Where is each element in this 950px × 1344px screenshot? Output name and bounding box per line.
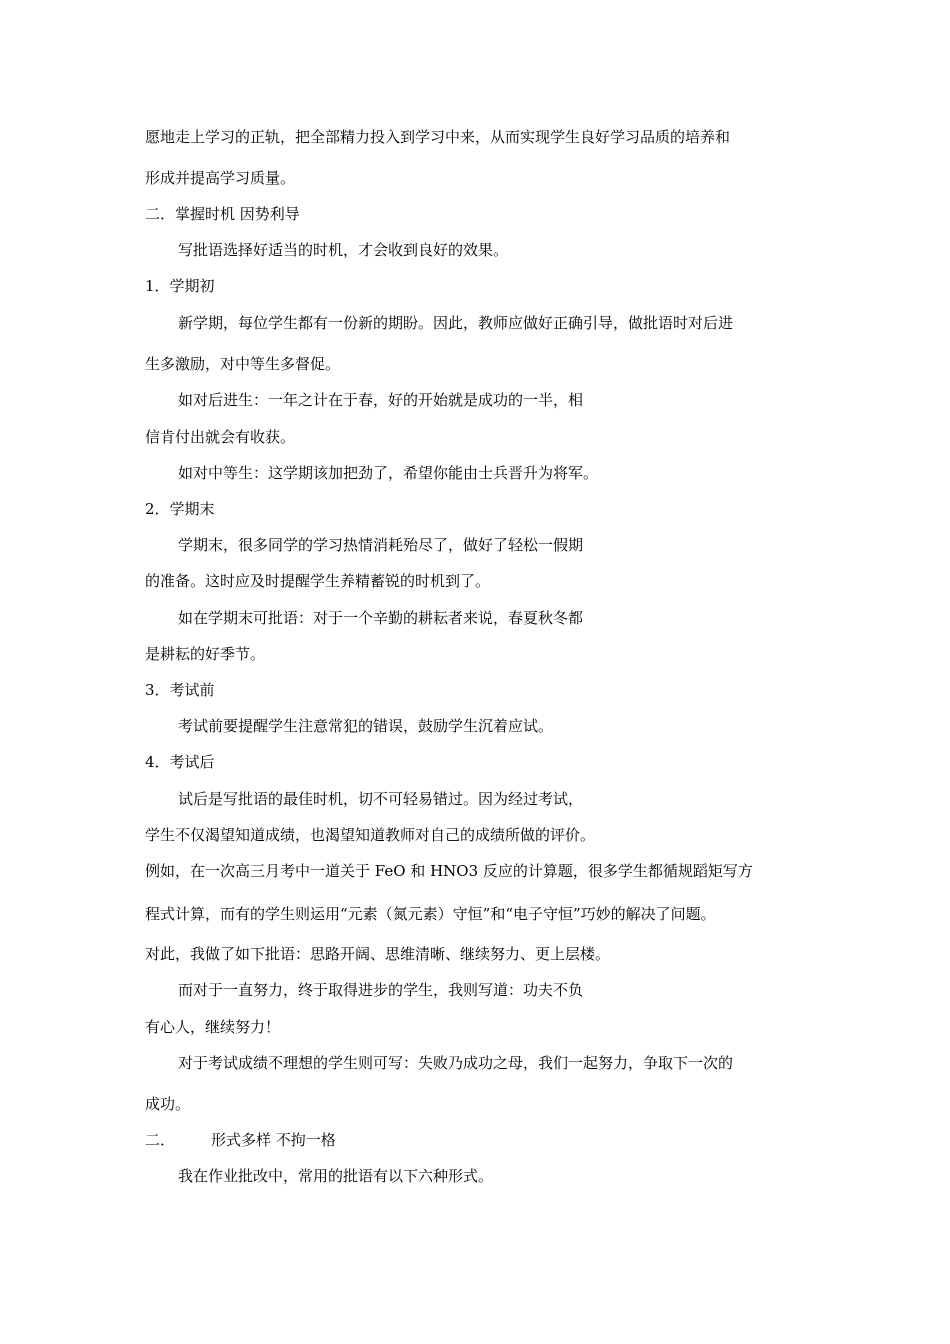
paragraph-line: 例如，在一次高三月考中一道关于 FeO 和 HNO3 反应的计算题，很多学生都循规蹈矩写方 xyxy=(145,862,753,880)
paragraph-line: 考试前要提醒学生注意常犯的错误，鼓励学生沉着应试。 xyxy=(178,717,554,735)
paragraph-line: 如在学期末可批语：对于一个辛勤的耕耘者来说，春夏秋冬都 xyxy=(178,609,584,627)
subsection-heading: 4．考试后 xyxy=(145,753,215,771)
paragraph-line: 有心人，继续努力！ xyxy=(145,1018,281,1036)
paragraph-line: 生多激励，对中等生多督促。 xyxy=(145,355,341,373)
paragraph-line: 如对后进生：一年之计在于春，好的开始就是成功的一半，相 xyxy=(178,391,584,409)
paragraph-line: 愿地走上学习的正轨，把全部精力投入到学习中来，从而实现学生良好学习品质的培养和 xyxy=(145,128,731,146)
section-heading: 二．掌握时机 因势利导 xyxy=(145,205,300,223)
subsection-heading: 1．学期初 xyxy=(145,277,215,295)
paragraph-line: 信肯付出就会有收获。 xyxy=(145,428,296,446)
paragraph-line: 我在作业批改中，常用的批语有以下六种形式。 xyxy=(178,1167,494,1185)
paragraph-line: 的准备。这时应及时提醒学生养精蓄锐的时机到了。 xyxy=(145,572,491,590)
paragraph-line: 新学期，每位学生都有一份新的期盼。因此，教师应做好正确引导，做批语时对后进 xyxy=(178,314,734,332)
subsection-heading: 2．学期末 xyxy=(145,500,215,518)
section-title: 形式多样 不拘一格 xyxy=(211,1131,336,1149)
paragraph-line: 学生不仅渴望知道成绩，也渴望知道教师对自己的成绩所做的评价。 xyxy=(145,826,596,844)
paragraph-line: 形成并提高学习质量。 xyxy=(145,169,296,187)
section-number: 二． xyxy=(145,1131,176,1149)
paragraph-line: 对于考试成绩不理想的学生则可写：失败乃成功之母，我们一起努力，争取下一次的 xyxy=(178,1054,734,1072)
paragraph-line: 写批语选择好适当的时机，才会收到良好的效果。 xyxy=(178,241,509,259)
paragraph-line: 试后是写批语的最佳时机，切不可轻易错过。因为经过考试， xyxy=(178,790,584,808)
section-heading xyxy=(145,1130,336,1150)
paragraph-line: 成功。 xyxy=(145,1095,191,1113)
paragraph-line: 程式计算，而有的学生则运用“元素（氮元素）守恒”和“电子守恒”巧妙的解决了问题。 xyxy=(145,905,716,923)
paragraph-line: 是耕耘的好季节。 xyxy=(145,645,266,663)
paragraph-line: 对此，我做了如下批语：思路开阔、思维清晰、继续努力、更上层楼。 xyxy=(145,945,611,963)
paragraph-line: 学期末，很多同学的学习热情消耗殆尽了，做好了轻松一假期 xyxy=(178,536,584,554)
subsection-heading: 3．考试前 xyxy=(145,681,215,699)
paragraph-line: 如对中等生：这学期该加把劲了，希望你能由士兵晋升为将军。 xyxy=(178,464,599,482)
paragraph-line: 而对于一直努力，终于取得进步的学生，我则写道：功夫不负 xyxy=(178,981,584,999)
